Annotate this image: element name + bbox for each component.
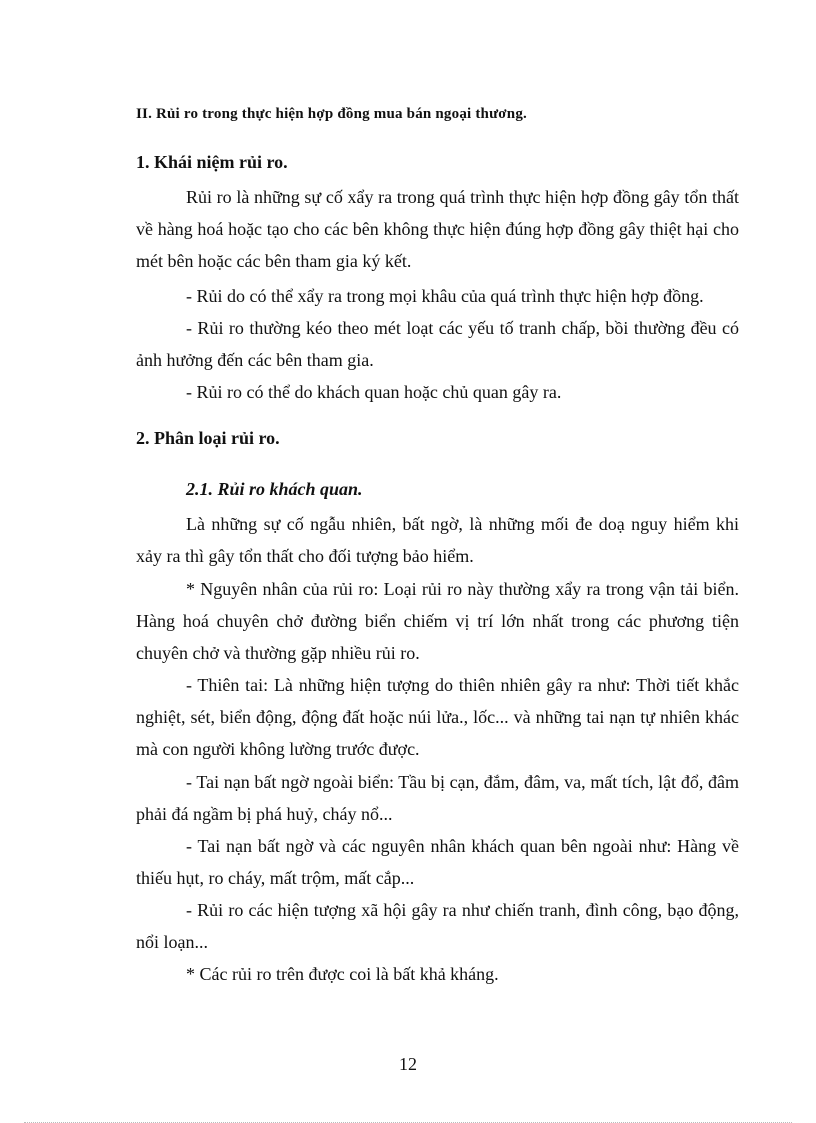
paragraph-social-risks: - Rủi ro các hiện tượng xã hội gây ra như chiến tranh, đình công, bạo động, nổi loạn...	[136, 900, 739, 952]
paragraph-objective-definition: Là những sự cố ngẫu nhiên, bất ngờ, là những mối đe doạ nguy hiểm khi xảy ra thì gây tổn thất cho đối tượng bảo hiểm.	[136, 514, 739, 566]
paragraph-risk-stages: - Rủi do có thể xẩy ra trong mọi khâu của quá trình thực hiện hợp đồng.	[186, 286, 704, 306]
paragraph-sea-accidents: - Tai nạn bất ngờ ngoài biển: Tầu bị cạn, đắm, đâm, va, mất tích, lật đổ, đâm phải đá ngầm bị phá huỷ, cháy nổ...	[136, 772, 739, 824]
paragraph-external-causes: - Tai nạn bất ngờ và các nguyên nhân khách quan bên ngoài như: Hàng về thiếu hụt, ro cháy, mất trộm, mất cắp...	[136, 836, 739, 888]
paragraph-natural-disasters: - Thiên tai: Là những hiện tượng do thiên nhiên gây ra như: Thời tiết khắc nghiệt, sét, biển động, động đất hoặc núi lửa., lốc... và những tai nạn tự nhiên khác mà con người không lường trước được.	[136, 675, 739, 759]
paragraph-risk-causes: - Rủi ro có thể do khách quan hoặc chủ quan gây ra.	[186, 382, 562, 402]
paragraph-force-majeure: * Các rủi ro trên được coi là bất khả kháng.	[186, 964, 499, 984]
paragraph-risk-disputes: - Rủi ro thường kéo theo mét loạt các yếu tố tranh chấp, bồi thường đều có ảnh hưởng đến các bên tham gia.	[136, 318, 739, 370]
section-title: II. Rủi ro trong thực hiện hợp đồng mua bán ngoại thương.	[136, 106, 527, 122]
page-number: 12	[399, 1054, 417, 1074]
paragraph-risk-definition: Rủi ro là những sự cố xẩy ra trong quá trình thực hiện hợp đồng gây tổn thất về hàng hoá hoặc tạo cho các bên không thực hiện đúng hợp đồng gây thiệt hại cho mét bên hoặc các bên tham gia ký kết.	[136, 187, 739, 271]
heading-risk-classification: 2. Phân loại rủi ro.	[136, 428, 280, 448]
heading-risk-concept: 1. Khái niệm rủi ro.	[136, 152, 288, 172]
paragraph-risk-reasons: * Nguyên nhân của rủi ro: Loại rủi ro này thường xẩy ra trong vận tải biển. Hàng hoá chuyên chở đường biển chiếm vị trí lớn nhất trong các phương tiện chuyên chở và thường gặp nhiều rủi ro.	[136, 579, 739, 663]
subheading-objective-risk: 2.1. Rủi ro khách quan.	[186, 479, 363, 499]
